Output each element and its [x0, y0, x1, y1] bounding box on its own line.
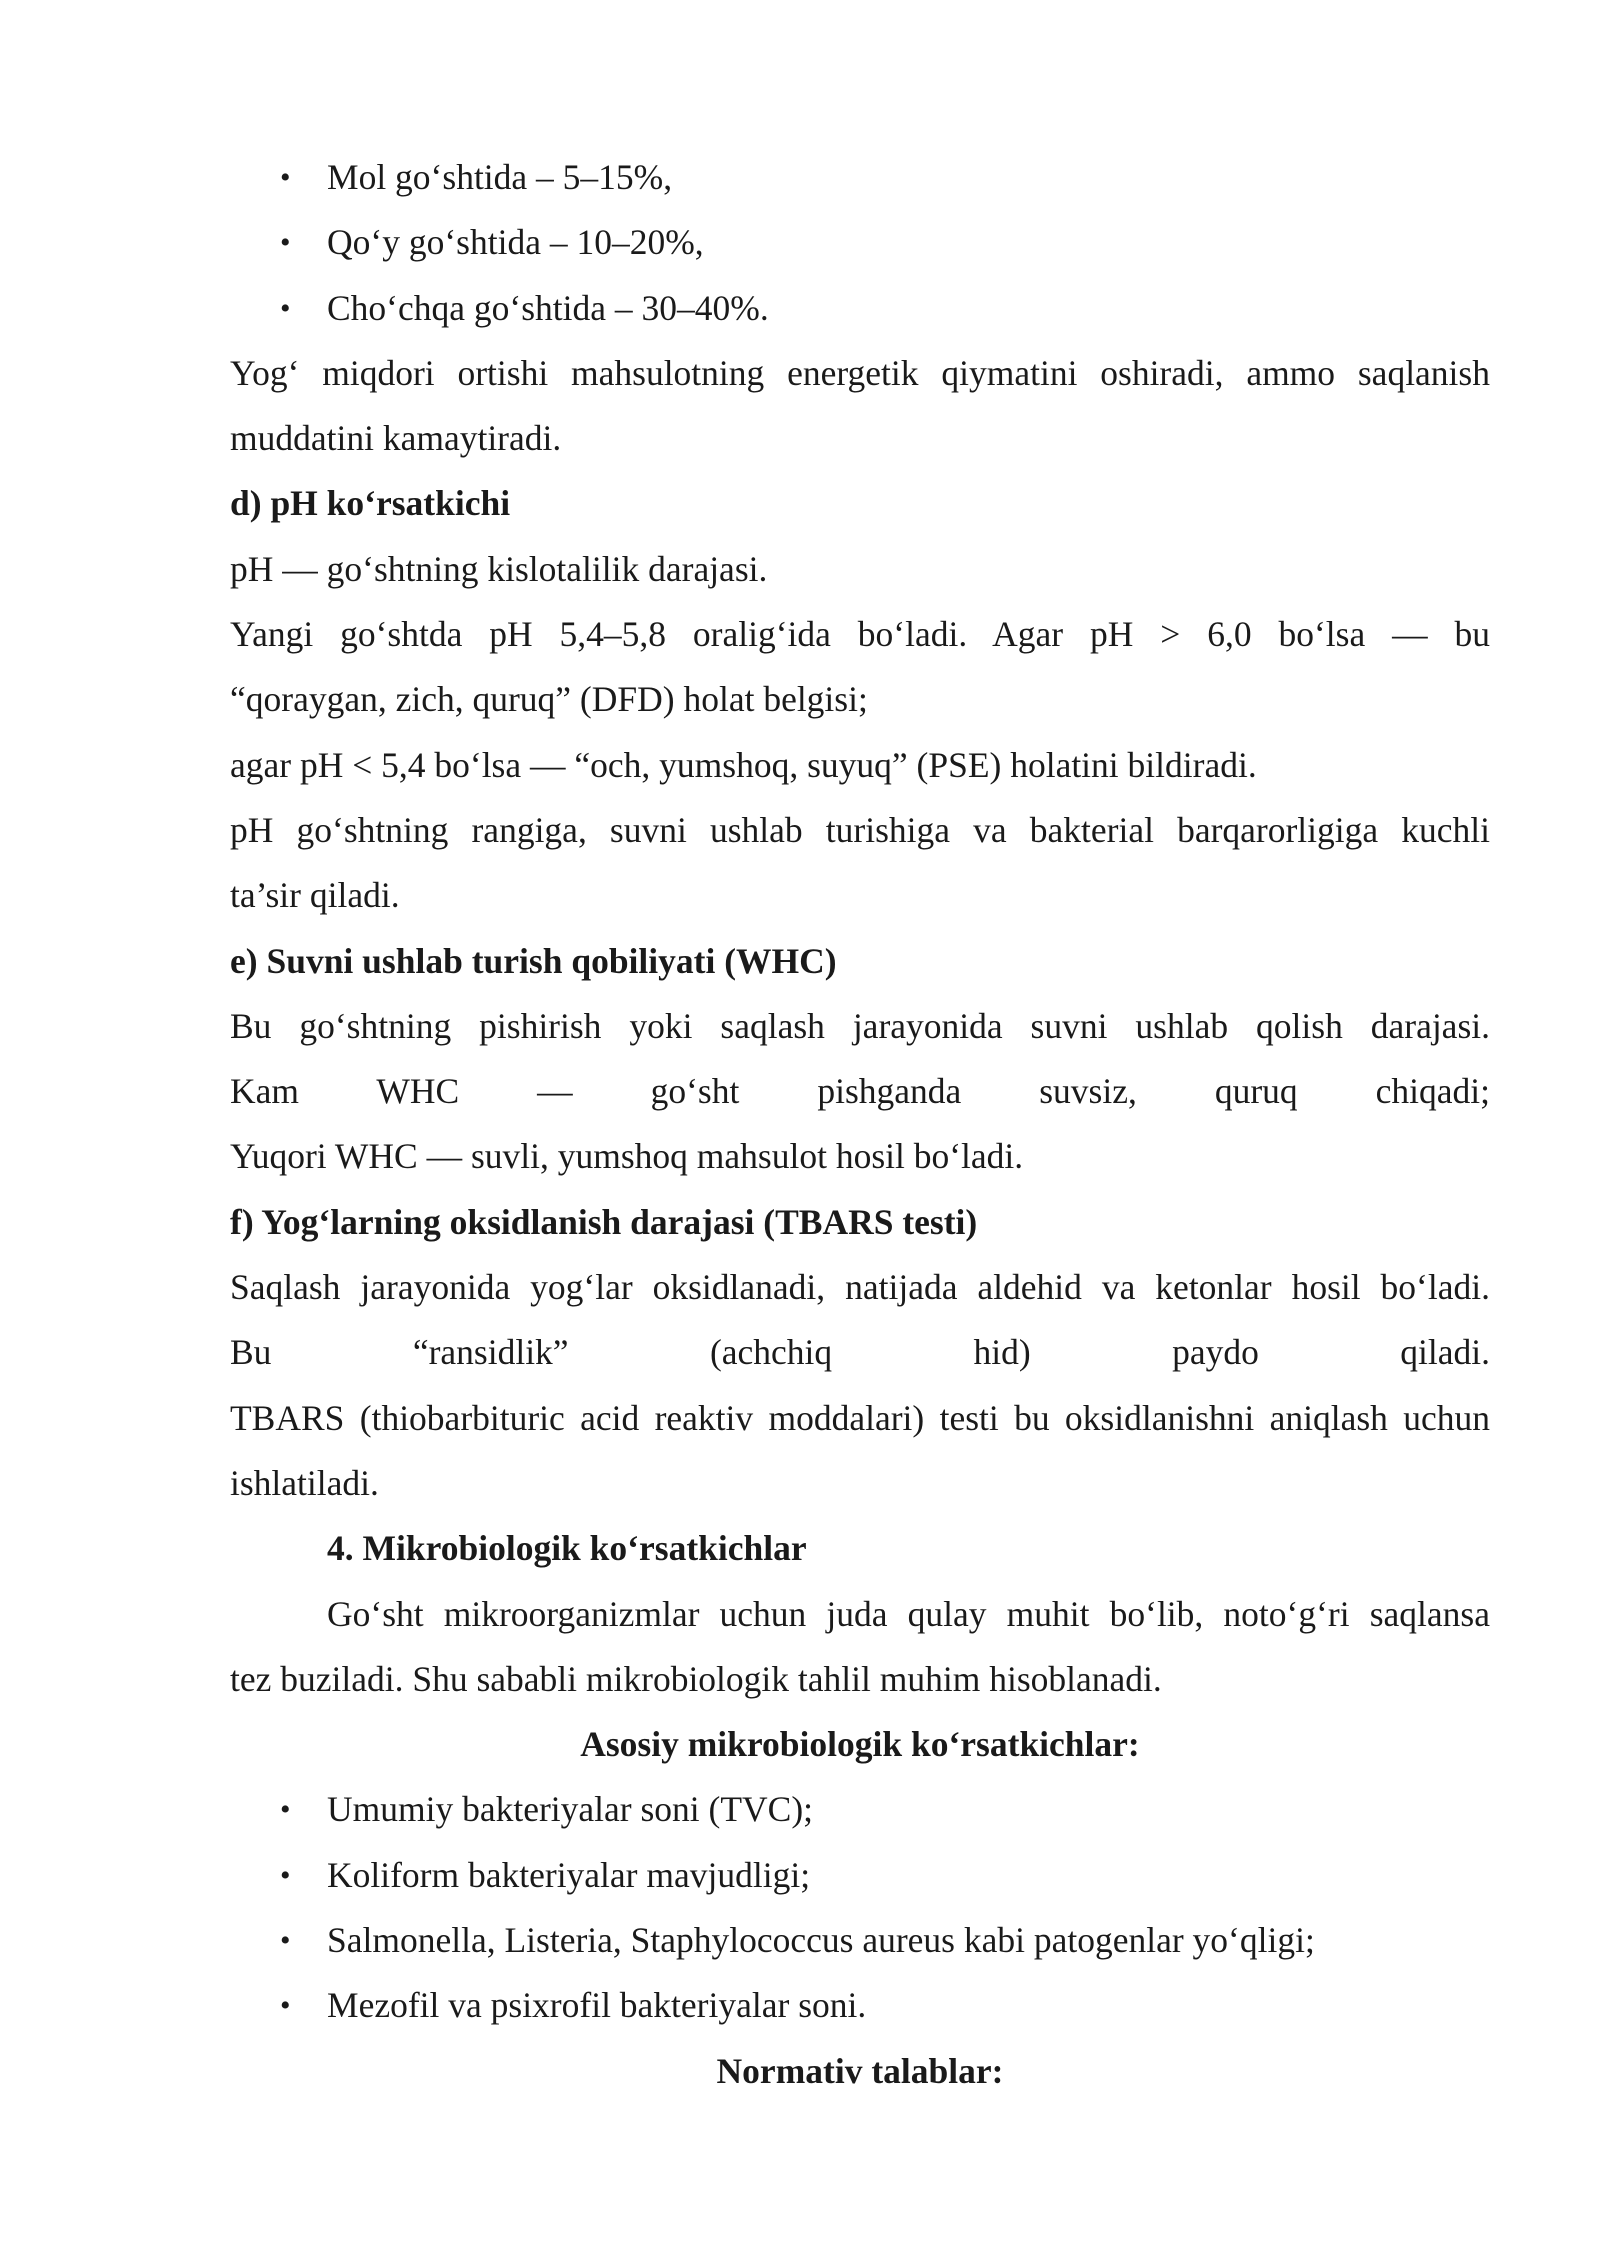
subheading-micro-indicators: Asosiy mikrobiologik ko‘rsatkichlar:	[580, 1724, 1140, 1765]
subheading-normative: Normativ talablar:	[716, 2050, 1004, 2091]
section-heading-whc: e) Suvni ushlab turish qobiliyati (WHC)	[230, 940, 837, 981]
document-page	[230, 145, 1490, 2104]
paragraph-line: Go‘sht mikroorganizmlar uchun juda qulay muhit bo‘lib, noto‘g‘ri saqlansa	[327, 1593, 1490, 1634]
list-item-text: Mol go‘shtida – 5–15%,	[327, 157, 673, 197]
list-item	[230, 145, 1490, 210]
list-item-text: Umumiy bakteriyalar soni (TVC);	[327, 1789, 814, 1830]
paragraph-line: Saqlash jarayonida yog‘lar oksidlanadi, natijada aldehid va ketonlar hosil bo‘ladi.	[230, 1267, 1490, 1308]
bullet-icon: •	[280, 1858, 291, 1892]
paragraph-line: TBARS (thiobarbituric acid reaktiv moddalari) testi bu oksidlanishni aniqlash uchun	[230, 1397, 1490, 1438]
bullet-icon: •	[280, 161, 291, 194]
paragraph-line: pH — go‘shtning kislotalilik darajasi.	[230, 548, 768, 589]
list-item	[230, 1777, 1490, 1842]
section-heading-tbars: f) Yog‘larning oksidlanish darajasi (TBARS testi)	[230, 1201, 978, 1242]
paragraph-line: ishlatiladi.	[230, 1462, 379, 1503]
paragraph-line: muddatini kamaytiradi.	[230, 418, 562, 459]
list-item-text: Mezofil va psixrofil bakteriyalar soni.	[327, 1985, 867, 2026]
list-item	[230, 1908, 1490, 1973]
paragraph-line: Yangi go‘shtda pH 5,4–5,8 oralig‘ida bo‘ladi. Agar pH > 6,0 bo‘lsa — bu	[230, 614, 1490, 655]
paragraph-line: “qoraygan, zich, quruq” (DFD) holat belgisi;	[230, 679, 868, 720]
paragraph-line: tez buziladi. Shu sababli mikrobiologik tahlil muhim hisoblanadi.	[230, 1658, 1162, 1699]
section-heading-ph: d) pH ko‘rsatkichi	[230, 483, 511, 524]
section-heading-micro: 4. Mikrobiologik ko‘rsatkichlar	[327, 1528, 807, 1569]
paragraph-line: ta’sir qiladi.	[230, 875, 400, 916]
bullet-icon: •	[280, 1924, 291, 1958]
bullet-icon: •	[280, 226, 291, 260]
bullet-icon: •	[280, 1989, 291, 2023]
list-item-text: Qo‘y go‘shtida – 10–20%,	[327, 222, 704, 263]
paragraph-line: pH go‘shtning rangiga, suvni ushlab turishiga va bakterial barqarorligiga kuchli	[230, 809, 1490, 850]
list-item-text: Koliform bakteriyalar mavjudligi;	[327, 1854, 811, 1895]
paragraph-line: Kam WHC — go‘sht pishganda suvsiz, quruq chiqadi;	[230, 1071, 1490, 1112]
paragraph-line: agar pH < 5,4 bo‘lsa — “och, yumshoq, suyuq” (PSE) holatini bildiradi.	[230, 744, 1257, 785]
list-item-text: Salmonella, Listeria, Staphylococcus aureus kabi patogenlar yo‘qligi;	[327, 1920, 1315, 1961]
paragraph-line: Yog‘ miqdori ortishi mahsulotning energetik qiymatini oshiradi, ammo saqlanish	[230, 352, 1490, 393]
bullet-icon: •	[280, 1793, 291, 1827]
list-item	[230, 210, 1490, 275]
list-item	[230, 276, 1490, 341]
paragraph-line: Bu go‘shtning pishirish yoki saqlash jarayonida suvni ushlab qolish darajasi.	[230, 1005, 1490, 1046]
list-item	[230, 1843, 1490, 1908]
bullet-icon: •	[280, 291, 291, 325]
paragraph-line: Bu “ransidlik” (achchiq hid) paydo qiladi.	[230, 1332, 1490, 1373]
paragraph-line: Yuqori WHC — suvli, yumshoq mahsulot hosil bo‘ladi.	[230, 1136, 1024, 1177]
list-item	[230, 1973, 1490, 2038]
list-item-text: Cho‘chqa go‘shtida – 30–40%.	[327, 287, 769, 328]
